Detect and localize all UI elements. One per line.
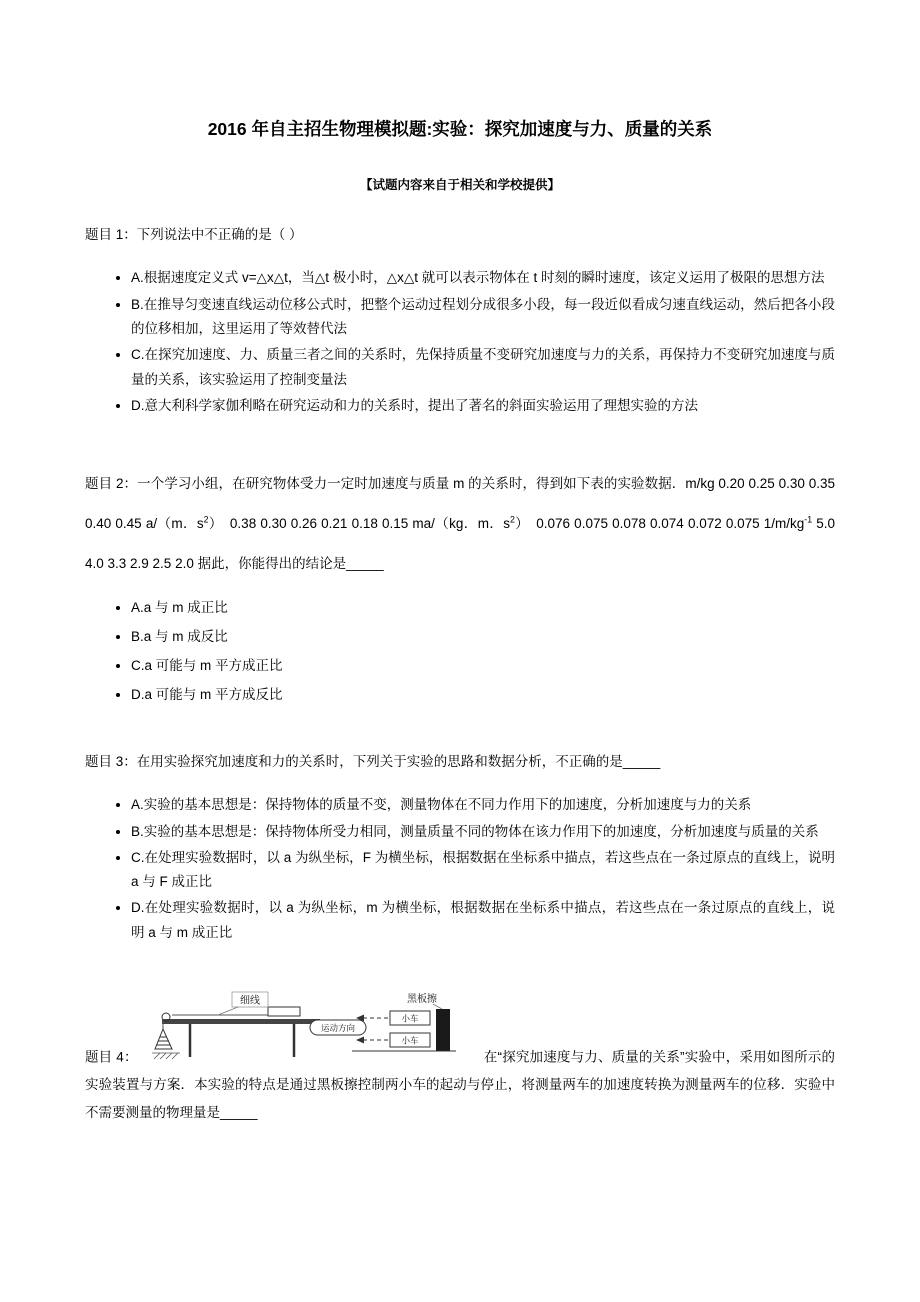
cart-top-icon: [390, 1011, 430, 1025]
question-2-option-c: • C.a 可能与 m 平方成正比: [131, 652, 835, 679]
question-4-stem: [85, 991, 835, 1126]
question-4: [85, 991, 835, 1126]
cart-bottom-label: 小车: [401, 1035, 419, 1046]
question-4-label: 题目 4：: [85, 1049, 138, 1065]
question-3-option-b: • B.实验的基本思想是：保持物体所受力相同，测量质量不同的物体在该力作用下的加速度，分析加速度与质量的关系: [131, 820, 835, 844]
ground-hatch-icon: [152, 1053, 180, 1059]
document-subtitle: 【试题内容来自于相关和学校提供】: [359, 177, 560, 192]
question-3-stem: 题目 3：在用实验探究加速度和力的关系时，下列关于实验的思路和数据分析，不正确的是_____: [85, 753, 661, 769]
question-2: [85, 464, 835, 707]
question-1-stem: 题目 1：下列说法中不正确的是（ ）: [85, 226, 303, 242]
question-1-option-c: • C.在探究加速度、力、质量三者之间的关系时，先保持质量不变研究加速度与力的关系，再保持力不变研究加速度与质量的关系，该实验运用了控制变量法: [131, 343, 835, 392]
table-track-icon: [162, 1007, 320, 1057]
question-3-option-c: • C.在处理实验数据时，以 a 为纵坐标，F 为横坐标，根据数据在坐标系中描点，若这些点在一条过原点的直线上，说明 a 与 F 成正比: [131, 846, 835, 895]
question-3: [85, 750, 835, 945]
string-callout: [218, 992, 268, 1015]
question-1-option-d: • D.意大利科学家伽利略在研究运动和力的关系时，提出了著名的斜面实验运用了理想实验的方法: [131, 394, 835, 418]
question-1-option-b: • B.在推导匀变速直线运动位移公式时，把整个运动过程划分成很多小段，每一段近似看成匀速直线运动，然后把各小段的位移相加，这里运用了等效替代法: [131, 293, 835, 342]
document-title: 2016 年自主招生物理模拟题:实验：探究加速度与力、质量的关系: [207, 119, 713, 139]
question-2-option-a: • A.a 与 m 成正比: [131, 594, 835, 621]
question-2-option-d: • D.a 可能与 m 平方成反比: [131, 681, 835, 708]
string-label: 细线: [239, 995, 260, 1007]
question-2-stem: 题目 2：一个学习小组，在研究物体受力一定时加速度与质量 m 的关系时，得到如下表的实验数据．m/kg 0.20 0.25 0.30 0.35 0.40 0.45 a/（m．$s^2$） 0.38 0.30 0.26 0.21 0.18 0.15 ma/（kg．m．$s^2$） 0.076 0.075 0.078 0.074 0.072 0.075 $1/m/kg^{-1}$ 5.0 4.0 3.3 2.9 2.5 2.0 据此，你能得出的结论是_____: [85, 476, 835, 571]
cart-bottom-icon: [390, 1033, 430, 1047]
question-1: [85, 223, 835, 418]
hanging-weight-icon: [155, 1029, 172, 1049]
eraser-label: 黑板擦: [406, 994, 437, 1005]
question-3-options: [85, 793, 835, 945]
question-3-option-a: • A.实验的基本思想是：保持物体的质量不变，测量物体在不同力作用下的加速度，分析加速度与力的关系: [131, 793, 835, 817]
direction-label: 运动方向: [320, 1023, 355, 1033]
direction-badge: [310, 1020, 366, 1035]
question-1-options: [85, 266, 835, 418]
question-3-option-d: • D.在处理实验数据时，以 a 为纵坐标，m 为横坐标，根据数据在坐标系中描点，若这些点在一条过原点的直线上，说明 a 与 m 成正比: [131, 896, 835, 945]
question-4-text: 在“探究加速度与力、质量的关系”实验中，采用如图所示的实验装置与方案．本实验的特点是通过黑板擦控制两小车的起动与停止，将测量两车的加速度转换为测量两车的位移．实验中不需要测量的物理量是_____: [85, 1049, 835, 1120]
question-1-option-a: • A.根据速度定义式 v=△x△t，当△t 极小时，△x△t 就可以表示物体在 t 时刻的瞬时速度，该定义运用了极限的思想方法: [131, 266, 835, 290]
question-2-options: [85, 594, 835, 708]
question-2-option-b: • B.a 与 m 成反比: [131, 623, 835, 650]
cart-top-label: 小车: [401, 1013, 419, 1024]
experiment-apparatus-figure: [152, 991, 474, 1069]
